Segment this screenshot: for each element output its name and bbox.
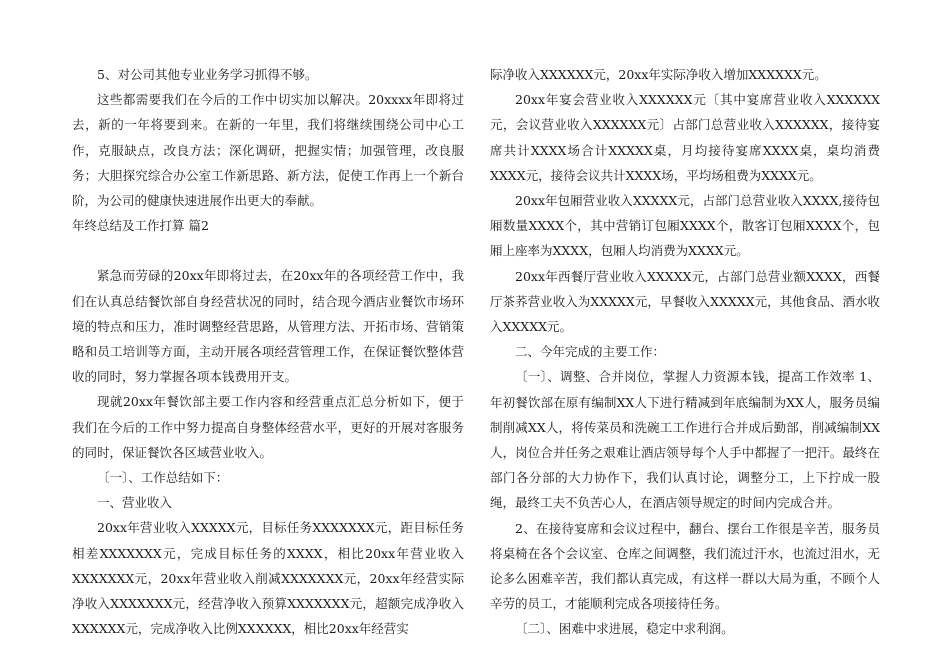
paragraph: 际净收入XXXXXX元，20xx年实际净收入增加XXXXXX元。	[490, 67, 827, 82]
paragraph: 20xx年包厢营业收入XXXXX元，占部门总营业收入XXXX,接待包厢数量XXXX个，其中营销订包厢XXXX个，散客订包厢XXXX个，包厢上座率为XXXX，包厢人均消费为XXXX元。	[490, 193, 880, 259]
paragraph: 二、今年完成的主要工作：	[515, 344, 666, 360]
paragraph: 〔一〕、工作总结如下：	[97, 470, 229, 486]
paragraph: 〔二〕、困难中求进展，稳定中求利润。	[515, 621, 734, 637]
right-column	[490, 62, 880, 642]
paragraph: 20xx年宴会营业收入XXXXXX元〔其中宴席营业收入XXXXXX元，会议营业收入XXXXXX元〕占部门总营业收入XXXXXX，接待宴席共计XXXX场合计XXXXX桌，月均接待宴席XXXX桌，桌均消费XXXX元，接待会议共计XXXX场，平均场租费为XXXX元。	[490, 92, 880, 183]
paragraph: 紧急而劳碌的20xx年即将过去，在20xx年的各项经营工作中，我们在认真总结餐饮部自身经营状况的同时，结合现今酒店业餐饮市场环境的特点和压力，准时调整经营思路，从管理方法、开拓市场、营销策略和员工培训等方面，主动开展各项经营管理工作，在保证餐饮整体营收的同时，努力掌握各项本钱费用开支。	[72, 268, 464, 385]
paragraph: 20xx年西餐厅营业收入XXXXX元，占部门总营业额XXXX，西餐厅茶荞营业收入为XXXXX元，早餐收入XXXXX元，其他食品、酒水收入XXXXX元。	[490, 268, 880, 335]
paragraph: 〔一〕、调整、合并岗位，掌握人力资源本钱，提高工作效率 1、年初餐饮部在原有编制XX人下进行精减到年底编制为XX人，服务员编制削减XX人，将传菜员和洗碗工工作进行合并成后勤部，削减编制XX人，岗位合并任务之艰难让酒店领导每个人手中都握了一把汗。最终在部门各分部的大力协作下，我们认真讨论，调整分工，上下拧成一股绳，最终工夫不负苦心人，在酒店领导规定的时间内完成合并。	[490, 369, 880, 511]
paragraph: 20xx年营业收入XXXXX元，目标任务XXXXXXX元，距目标任务相差XXXXXXX元，完成目标任务的XXXX，相比20xx年营业收入XXXXXXX元，20xx年营业收入削减XXXXXXX元，20xx年经营实际净收入XXXXXXX元，经营净收入预算XXXXXXX元，超额完成净收入XXXXXX元，完成净收入比例XXXXXX，相比20xx年经营实	[72, 520, 464, 637]
paragraph: 2、在接待宴席和会议过程中，翻台、摆台工作很是辛苦，服务员将桌椅在各个会议室、仓库之间调整，我们流过汗水，也流过泪水，无论多么困难辛苦，我们都认真完成，有这样一群以大局为重，不顾个人辛劳的员工，才能顺利完成各项接待任务。	[490, 520, 880, 612]
section-heading: 年终总结及工作打算 篇2	[72, 218, 209, 234]
paragraph: 这些都需要我们在今后的工作中切实加以解决。20xxxx年即将过去，新的一年将要到来。在新的一年里，我们将继续围绕公司中心工作，克服缺点，改良方法；深化调研，把握实情；加强管理，改良服务；大胆探究综合办公室工作新思路、新方法，促使工作再上一个新台阶，为公司的健康快速进展作出更大的奉献。	[72, 92, 464, 209]
blank-line	[72, 238, 464, 263]
left-column	[72, 62, 464, 641]
paragraph: 现就20xx年餐饮部主要工作内容和经营重点汇总分析如下，便于我们在今后的工作中努力提高自身整体经营水平，更好的开展对客服务的同时，保证餐饮各区域营业收入。	[72, 394, 464, 460]
paragraph: 5、对公司其他专业业务学习抓得不够。	[97, 67, 318, 82]
paragraph: 一、营业收入	[97, 495, 173, 511]
